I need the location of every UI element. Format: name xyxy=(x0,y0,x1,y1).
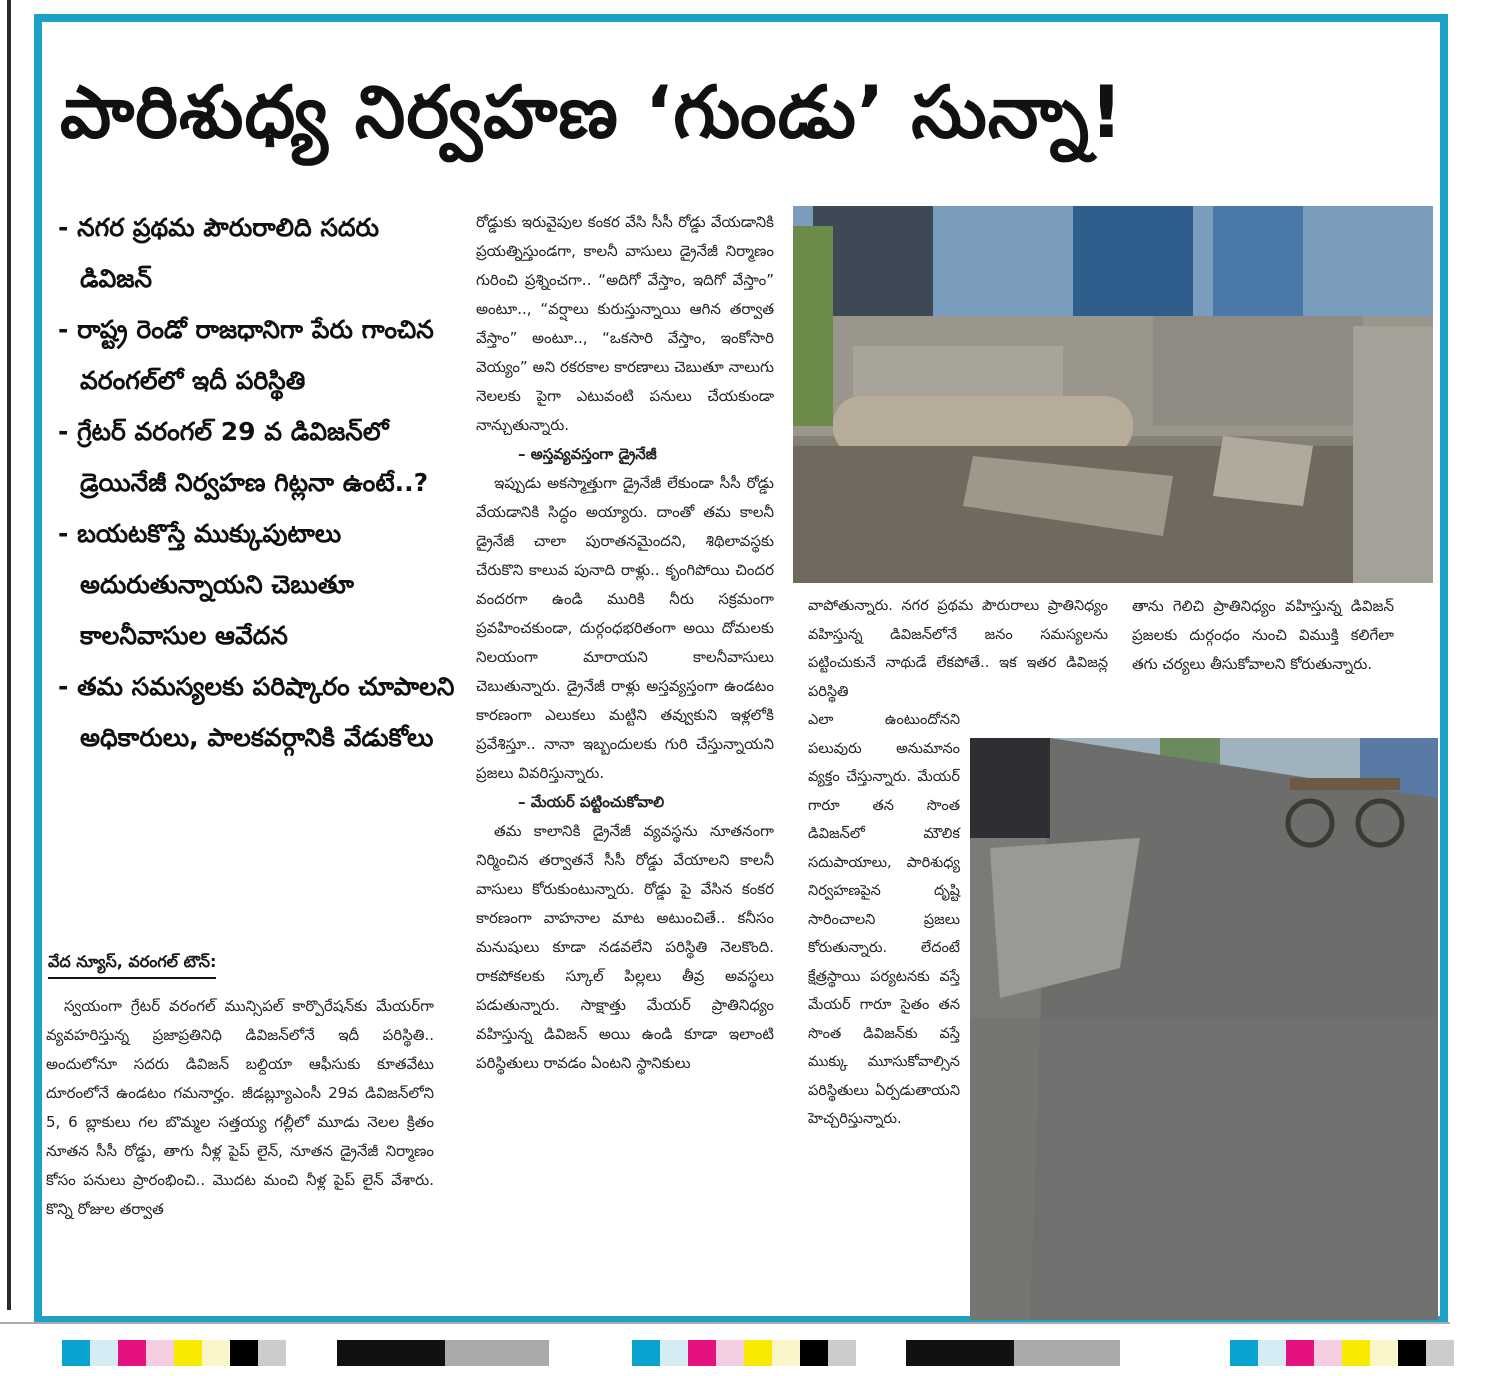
registration-swatch xyxy=(1426,1340,1454,1366)
highlight-item: - తమ సమస్యలకు పరిష్కారం చూపాలని అధికారులు, పాలకవర్గానికి వేడుకోలు xyxy=(58,672,455,752)
subheading: – మేయర్ పట్టించుకోవాలి xyxy=(518,793,665,811)
article-column-1 xyxy=(46,992,434,1224)
registration-swatch xyxy=(828,1340,856,1366)
article-paragraph: వాపోతున్నారు. నగర ప్రథమ పౌరురాలు ప్రాతినిధ్యం వహిస్తున్న డివిజన్‌లోనే జనం సమస్యలను పట్టించుకునే నాథుడే లేకపోతే.. ఇక ఇతర డివిజన్ల పరిస్థితి xyxy=(808,598,1108,700)
page-bottom-rule xyxy=(0,1322,1450,1324)
registration-swatch xyxy=(202,1340,230,1366)
registration-swatch xyxy=(174,1340,202,1366)
article-paragraph: స్వయంగా గ్రేటర్ వరంగల్ మున్సిపల్ కార్పొరేషన్‌కు మేయర్‌గా వ్యవహరిస్తున్న ప్రజాప్రతినిధి డివిజన్‌లోనే ఇదీ పరిస్థితి.. అందులోనూ సదరు డివిజన్ బల్దియా ఆఫీసుకు కూతవేటు దూరంలోనే ఉండటం గమనార్హం. జీడబ్ల్యూఎంసీ 29వ డివిజన్‌లోని 5, 6 బ్లాకులు గల బొమ్మల సత్తయ్య గల్లీలో మూడు నెలల క్రితం నూతన సీసీ రోడ్డు, తాగు నీళ్ల పైప్ లైన్, నూతన డ్రైనేజీ నిర్మాణం కోసం పనులు ప్రారంభించి.. మొదట మంచి నీళ్ల పైప్ లైన్ వేశారు. కొన్ని రోజుల తర్వాత xyxy=(46,997,434,1218)
registration-swatch xyxy=(1398,1340,1426,1366)
registration-tone-bar xyxy=(445,1340,549,1366)
registration-swatch xyxy=(1370,1340,1398,1366)
registration-swatch xyxy=(800,1340,828,1366)
column-rule xyxy=(7,0,11,1310)
registration-tone-bar xyxy=(1014,1340,1120,1366)
registration-swatch xyxy=(716,1340,744,1366)
article-paragraph: రోడ్డుకు ఇరువైపుల కంకర వేసి సీసీ రోడ్డు వేయడానికి ప్రయత్నిస్తుండగా, కాలనీ వాసులు డ్రైనేజీ నిర్మాణం గురించి ప్రశ్నించగా.. “అదిగో వేస్తాం, ఇదిగో వేస్తాం” అంటూ.., “వర్షాలు కురుస్తున్నాయి ఆగిన తర్వాత వేస్తాం” అంటూ.., “ఒకసారి వేస్తాం, ఇంకోసారి వెయ్యం” అని రకరకాల కారణాలు చెబుతూ నాలుగు నెలలకు పైగా ఎటువంటి పనులు చేయకుండా నాన్చుతున్నారు. xyxy=(476,213,774,434)
registration-swatch xyxy=(632,1340,660,1366)
registration-swatch xyxy=(230,1340,258,1366)
article-column-2 xyxy=(476,208,774,1078)
color-registration-bars xyxy=(0,1340,1505,1366)
registration-swatch xyxy=(62,1340,90,1366)
drainage-photo xyxy=(793,206,1433,583)
registration-tone-bar xyxy=(337,1340,445,1366)
registration-swatch xyxy=(258,1340,286,1366)
highlight-item: - గ్రేటర్ వరంగల్ 29 వ డివిజన్‌లో డ్రెయినేజీ నిర్వహణ గిట్లనా ఉంటే..? xyxy=(58,417,429,497)
registration-swatch xyxy=(772,1340,800,1366)
highlight-item: - రాష్ట్ర రెండో రాజధానిగా పేరు గాంచిన వరంగల్‌లో ఇదీ పరిస్థితి xyxy=(58,315,434,395)
article-paragraph: తాను గెలిచి ప్రాతినిధ్యం వహిస్తున్న డివిజన్ ప్రజలకు దుర్గంధం నుంచి విముక్తి కలిగేలా తగు చర్యలు తీసుకోవాలని కోరుతున్నారు. xyxy=(1132,597,1394,673)
registration-tone-bar xyxy=(906,1340,1014,1366)
subheading: – అస్తవ్యవస్తంగా డ్రైనేజీ xyxy=(518,445,657,463)
registration-swatch xyxy=(118,1340,146,1366)
registration-swatch xyxy=(146,1340,174,1366)
registration-swatch xyxy=(1230,1340,1258,1366)
byline: వేద న్యూస్, వరంగల్ టౌన్: xyxy=(48,952,216,979)
highlights-list xyxy=(58,202,458,763)
registration-swatch xyxy=(1286,1340,1314,1366)
article-paragraph: ఎలా ఉంటుందోనని పలువురు అనుమానం వ్యక్తం చేస్తున్నారు. మేయర్ గారూ తన సొంత డివిజన్‌లో మౌలిక సదుపాయాలు, పారిశుధ్య నిర్వహణపైన దృష్టి సారించాలని ప్రజలు కోరుతున్నారు. లేదంటే క్షేత్రస్థాయి పర్యటనకు వస్తే మేయర్ గారూ సైతం తన సొంత డివిజన్‌కు వస్తే ముక్కు మూసుకోవాల్సిన పరిస్థితులు ఏర్పడుతాయని హెచ్చరిస్తున్నారు. xyxy=(808,712,960,1127)
registration-swatch xyxy=(688,1340,716,1366)
gravel-road-photo xyxy=(970,738,1438,1320)
article-column-3 xyxy=(808,592,1108,1134)
article-paragraph: తమ కాలానికి డ్రైనేజీ వ్యవస్థను నూతనంగా నిర్మించిన తర్వాతనే సీసీ రోడ్డు వేయాలని కాలనీ వాసులు కోరుకుంటున్నారు. రోడ్డు పై వేసిన కంకర కారణంగా వాహనాల మాట అటుంచితే.. కనీసం మనుషులు కూడా నడవలేని పరిస్థితి నెలకొంది. రాకపోకలకు స్కూల్ పిల్లలు తీవ్ర అవస్థలు పడుతున్నారు. సాక్షాత్తు మేయర్ ప్రాతినిధ్యం వహిస్తున్న డివిజన్ అయి ఉండి కూడా ఇలాంటి పరిస్థితులు రావడం ఏంటని స్థానికులు xyxy=(476,822,774,1072)
article-paragraph: ఇప్పుడు అకస్మాత్తుగా డ్రైనేజీ లేకుండా సీసీ రోడ్డు వేయడానికి సిద్ధం అయ్యారు. దాంతో తమ కాలనీ డ్రైనేజీ చాలా పురాతనమైందని, శిథిలావస్థకు చేరుకొని కాలువ పునాది రాళ్లు.. కృంగిపోయి చిందర వందరగా ఉండి మురికి నీరు సక్రమంగా ప్రవహించకుండా, దుర్గంధభరితంగా అయి దోమలకు నిలయంగా మారాయని కాలనీవాసులు చెబుతున్నారు. డ్రైనేజీ రాళ్లు అస్తవ్యస్తంగా ఉండటం కారణంగా ఎలుకలు మట్టిని తవ్వుకుని ఇళ్లలోకి ప్రవేశిస్తూ.. నానా ఇబ్బందులకు గురి చేస్తున్నాయని ప్రజలు వివరిస్తున్నారు. xyxy=(476,474,774,782)
highlight-item: - బయటకొస్తే ముక్కుపుటాలు అదురుతున్నాయని చెబుతూ కాలనీవాసుల ఆవేదన xyxy=(58,519,354,650)
highlight-item: - నగర ప్రథమ పౌరురాలిది సదరు డివిజన్ xyxy=(58,213,380,293)
registration-swatch xyxy=(660,1340,688,1366)
registration-swatch xyxy=(90,1340,118,1366)
headline: పారిశుధ్య నిర్వహణ ‘గుండు’ సున్నా! xyxy=(60,70,1124,154)
registration-swatch xyxy=(1314,1340,1342,1366)
registration-swatch xyxy=(1258,1340,1286,1366)
registration-swatch xyxy=(1342,1340,1370,1366)
registration-swatch xyxy=(744,1340,772,1366)
article-column-4 xyxy=(1132,592,1394,679)
